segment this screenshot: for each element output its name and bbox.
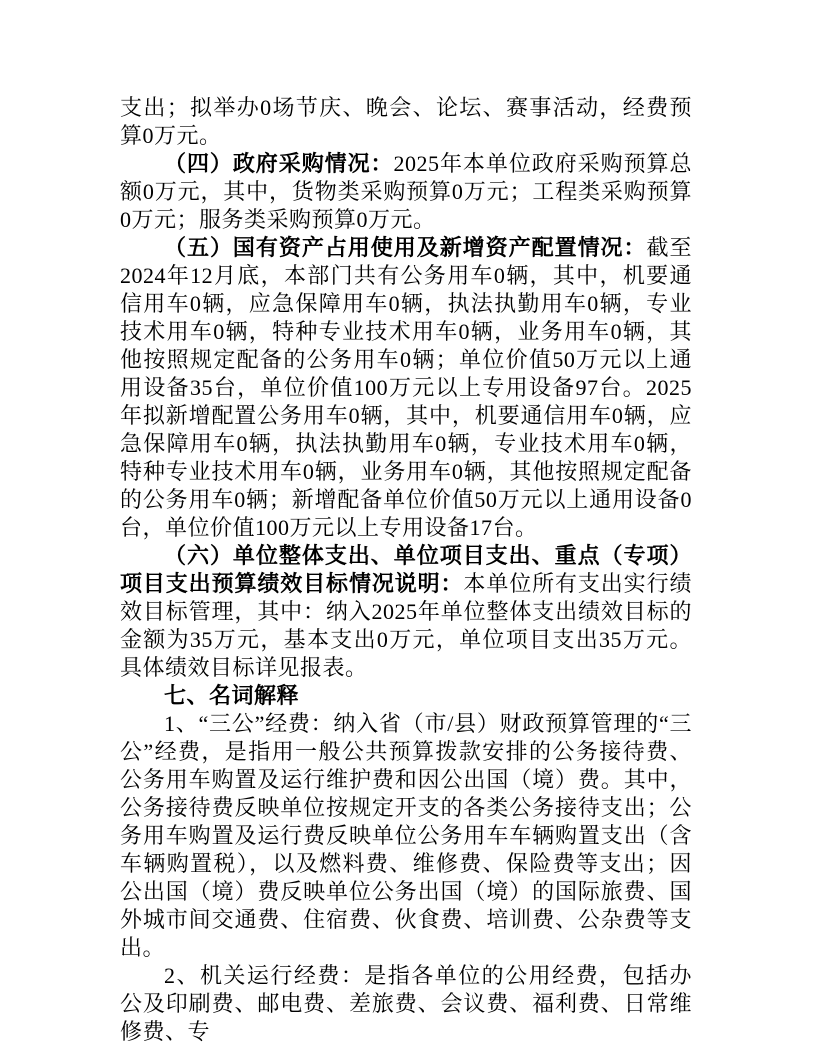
section-heading-run: （五）国有资产占用使用及新增资产配置情况： (164, 235, 647, 260)
text-run: 2、机关运行经费：是指各单位的公用经费，包括办公及印刷费、邮电费、差旅费、会议费、福利费、日常维修费、专 (120, 963, 692, 1044)
document-body (120, 94, 692, 1046)
paragraph (120, 682, 692, 710)
text-run: 本单位所有支出实行绩效目标管理，其中：纳入2025年单位整体支出绩效目标的金额为35万元，基本支出0万元，单位项目支出35万元。具体绩效目标详见报表。 (120, 571, 692, 680)
section-heading-run: （六）单位整体支出、单位项目支出、重点（专项）项目支出预算绩效目标情况说明： (120, 543, 692, 596)
paragraph (120, 962, 692, 1046)
text-run: 截至2024年12月底，本部门共有公务用车0辆，其中，机要通信用车0辆，应急保障用车0辆，执法执勤用车0辆，专业技术用车0辆，特种专业技术用车0辆，业务用车0辆，其他按照规定配备的公务用车0辆；单位价值50万元以上通用设备35台，单位价值100万元以上专用设备97台。2025年拟新增配置公务用车0辆，其中，机要通信用车0辆，应急保障用车0辆，执法执勤用车0辆，专业技术用车0辆，特种专业技术用车0辆，业务用车0辆，其他按照规定配备的公务用车0辆；新增配备单位价值50万元以上通用设备0台，单位价值100万元以上专用设备17台。 (120, 235, 692, 540)
section-heading-run: 七、名词解释 (164, 683, 300, 708)
paragraph (120, 542, 692, 682)
text-run: 支出；拟举办0场节庆、晚会、论坛、赛事活动，经费预算0万元。 (120, 95, 692, 148)
text-run: 2025年本单位政府采购预算总额0万元，其中，货物类采购预算0万元；工程类采购预算0万元；服务类采购预算0万元。 (120, 151, 692, 232)
paragraph (120, 150, 692, 234)
paragraph (120, 234, 692, 542)
paragraph (120, 710, 692, 962)
section-heading-run: （四）政府采购情况： (164, 151, 394, 176)
paragraph (120, 94, 692, 150)
text-run: 1、“三公”经费：纳入省（市/县）财政预算管理的“三公”经费，是指用一般公共预算拨款安排的公务接待费、公务用车购置及运行维护费和因公出国（境）费。其中，公务接待费反映单位按规定开支的各类公务接待支出；公务用车购置及运行费反映单位公务用车车辆购置支出（含车辆购置税），以及燃料费、维修费、保险费等支出；因公出国（境）费反映单位公务出国（境）的国际旅费、国外城市间交通费、住宿费、伙食费、培训费、公杂费等支出。 (120, 711, 692, 960)
